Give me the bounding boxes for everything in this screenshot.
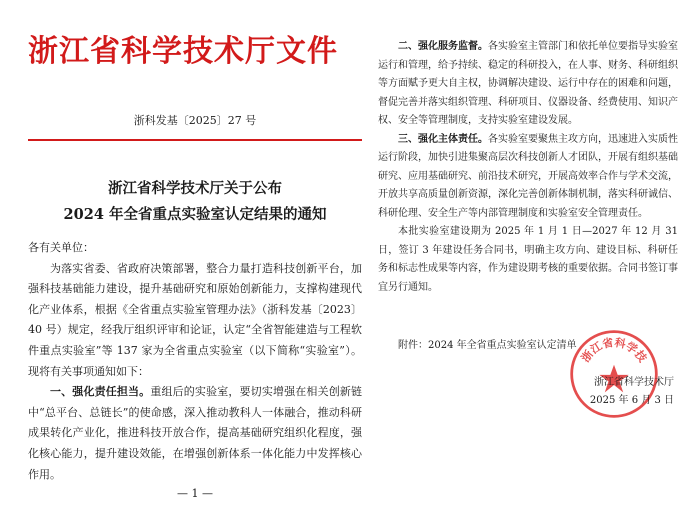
body-right bbox=[378, 38, 678, 297]
issuing-organization: 浙江省科学技术厅 bbox=[594, 377, 674, 388]
issue-date: 2025 年 6 月 3 日 bbox=[589, 395, 674, 406]
body-left bbox=[28, 238, 362, 485]
red-divider bbox=[28, 139, 362, 141]
item-2-text: 各实验室主管部门和依托单位要指导实验室运行和管理，给予持续、稳定的科研投入，在人事、财务、科研组织等方面赋予更大自主权，协调解决建设、运行中存在的困难和问题，督促完善并落实组织管理、科研项目、仪器设备、经费使用、知识产权、安全等管理制度，支持实验室建设发展。 bbox=[378, 41, 678, 126]
attachment-line: 附件：2024 年全省重点实验室认定清单 bbox=[398, 340, 577, 351]
page-number: — 1 — bbox=[177, 487, 213, 500]
title-line-1: 浙江省科学技术厅关于公布 bbox=[108, 180, 282, 197]
salutation: 各有关单位： bbox=[28, 241, 94, 254]
item-1-paragraph bbox=[28, 382, 362, 485]
seal-text: 浙江省科学技 bbox=[578, 336, 650, 365]
item-2-heading: 二、强化服务监督。 bbox=[398, 41, 488, 52]
item-3-text: 各实验室要聚焦主攻方向，迅速进入实质性运行阶段，加快引进集聚高层次科技创新人才团队，开展有组织基础研究、应用基础研究、前沿技术研究，开展高效率合作与学术交流，开放共享高质量创新资源，深化完善创新体制机制，落实科研诚信、科研伦理、安全生产等内部管理制度和实验室安全管理责任。 bbox=[378, 133, 678, 219]
signature-block bbox=[534, 374, 674, 410]
document-title bbox=[28, 176, 362, 228]
document-number: 浙科发基〔2025〕27 号 bbox=[133, 114, 257, 127]
masthead: 浙江省科学技术厅文件 bbox=[28, 34, 338, 69]
item-3-paragraph bbox=[378, 131, 678, 224]
item-2-paragraph bbox=[378, 38, 678, 131]
item-1-heading: 一、强化责任担当。 bbox=[50, 385, 151, 399]
title-line-2: 2024 年全省重点实验室认定结果的通知 bbox=[63, 206, 327, 223]
item-1-text: 重组后的实验室，要切实增强在相关创新链中“总平台、总链长”的使命感，深入推动教科人一体融合，推动科研成果转化产业化，推进科技开放合作，提高基础研究组织化程度，强化核心能力，提升建设效能，在增强创新体系一体化能力中发挥核心作用。 bbox=[28, 385, 363, 481]
closing-paragraph: 本批实验室建设期为 2025 年 1 月 1 日—2027 年 12 月 31 日，签订 3 年建设任务合同书，明确主攻方向、建设目标、科研任务和标志性成果等内容，作为建设期考核的重要依据。合同书签订事宜另行通知。 bbox=[378, 226, 678, 293]
intro-paragraph: 为落实省委、省政府决策部署，整合力量打造科技创新平台，加强科技基础能力建设，提升基础研究和原始创新能力，支撑构建现代化产业体系，根据《全省重点实验室管理办法》（浙科发基〔2023〕40 号）规定，经我厅组织评审和论证，认定“全省智能建造与工程软件重点实验室”等 137 家为全省重点实验室（以下简称“实验室”）。现将有关事项通知如下： bbox=[28, 261, 362, 378]
item-3-heading: 三、强化主体责任。 bbox=[398, 133, 488, 145]
